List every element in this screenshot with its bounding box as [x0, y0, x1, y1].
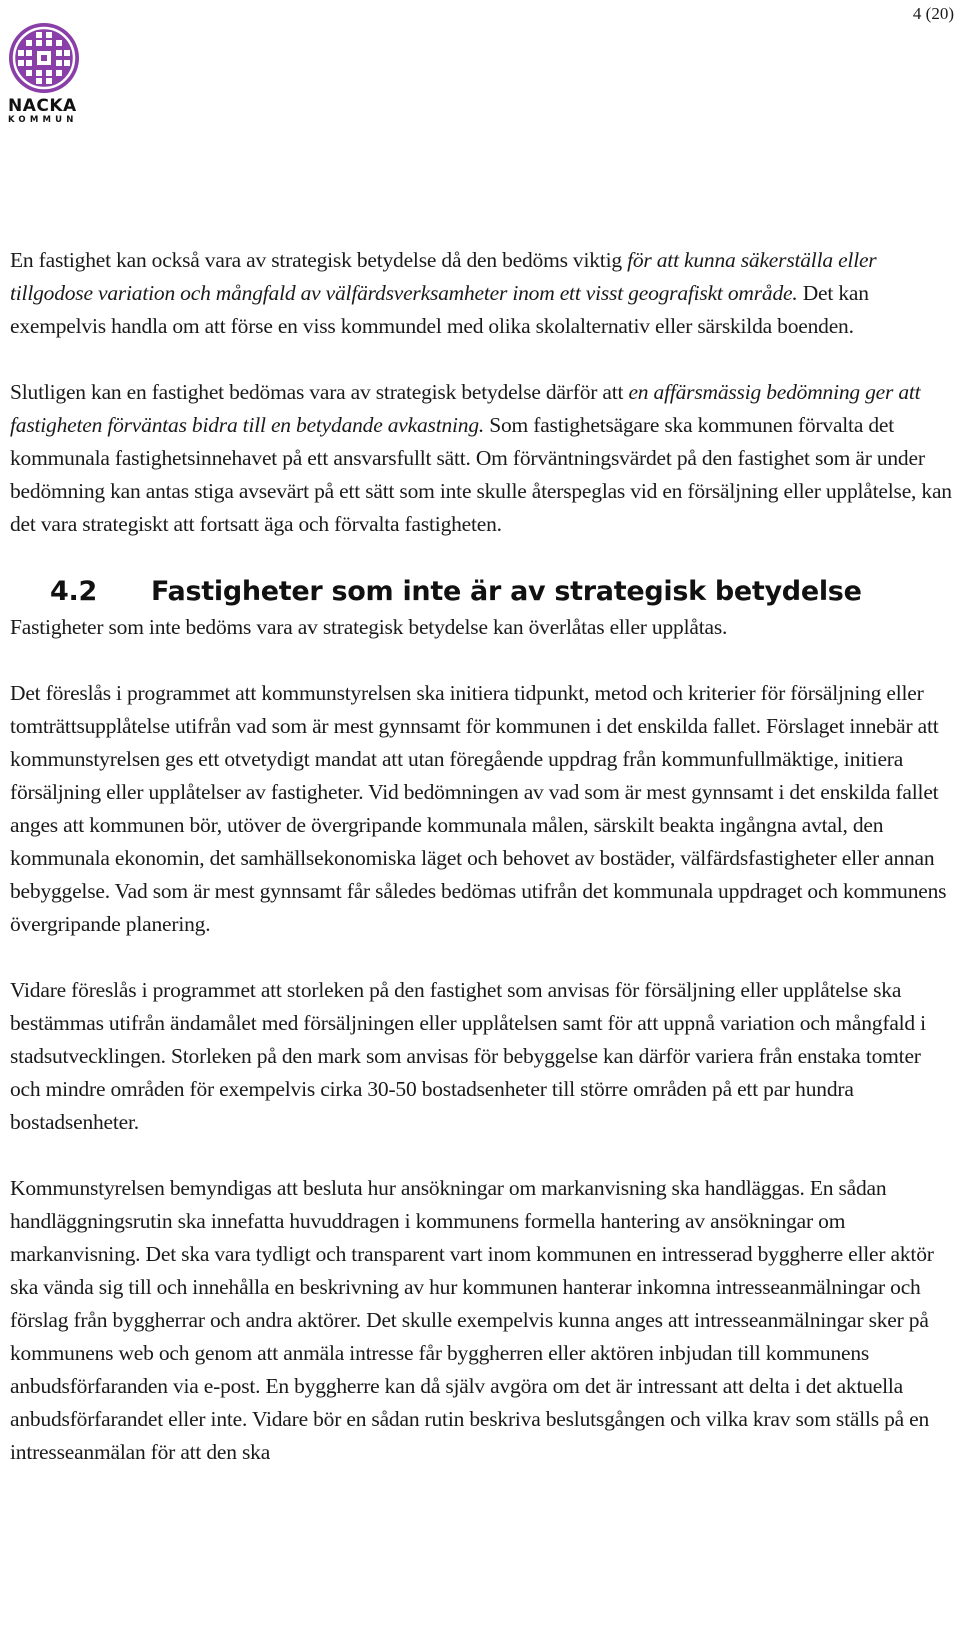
- section-number: 4.2: [50, 576, 97, 607]
- paragraph: Slutligen kan en fastighet bedömas vara av strategisk betydelse därför att en affärsmässig bedömning ger att fastigheten förväntas bidra till en betydande avkastning. Som fastighetsägare ska kommunen förvalta det kommunala fastighetsinnehavet på ett ansvarsfullt sätt. Om förväntningsvärdet på den fastighet som är under bedömning kan antas stiga avsevärt på ett sätt som inte skulle återspeglas vid en försäljning eller upplåtelse, kan det vara strategiskt att fortsatt äga och förvalta fastigheten.: [10, 380, 952, 536]
- paragraph: Kommunstyrelsen bemyndigas att besluta hur ansökningar om markanvisning ska handläggas. En sådan handläggningsrutin ska innefatta huvuddragen i kommunens formella hantering av ansökningar om markanvisning. Det ska vara tydligt och transparent vart inom kommunen en intresserad byggherre eller aktör ska vända sig till och innehålla en beskrivning av hur kommunen hanterar inkomna intresseanmälningar och förslag från byggherrar och andra aktörer. Det skulle exempelvis kunna anges att intresseanmälningar sker på kommunens web och genom att anmäla intresse får byggherren eller aktören inbjudan till kommunens anbudsförfaranden via e-post. En byggherre kan då själv avgöra om det är intressant att delta i det aktuella anbudsförfarandet eller inte. Vidare bör en sådan rutin beskriva beslutsgången och vilka krav som ställs på en intresseanmälan för att den ska: [10, 1176, 934, 1464]
- paragraph: Det föreslås i programmet att kommunstyrelsen ska initiera tidpunkt, metod och kriterier för försäljning eller tomträttsupplåtelse utifrån vad som är mest gynnsamt för kommunen i det enskilda fallet. Förslaget innebär att kommunstyrelsen ges ett otvetydigt mandat att utan föregående uppdrag från kommunfullmäktige, initiera försäljning eller upplåtelser av fastigheter. Vid bedömningen av vad som är mest gynnsamt i det enskilda fallet anges att kommunen bör, utöver de övergripande kommunala målen, särskilt beakta ingångna avtal, den kommunala ekonomin, det samhällsekonomiska läget och behovet av bostäder, välfärdsfastigheter eller annan bebyggelse. Vad som är mest gynnsamt får således bedömas utifrån det kommunala uppdraget och kommunens övergripande planering.: [10, 681, 947, 936]
- nacka-kommun-logo: [8, 22, 88, 125]
- paragraph: En fastighet kan också vara av strategisk betydelse då den bedöms viktig för att kunna säkerställa eller tillgodose variation och mångfald av välfärdsverksamheter inom ett visst geografiskt område. Det kan exempelvis handla om att förse en viss kommundel med olika skolalternativ eller särskilda boenden.: [10, 248, 877, 338]
- section-title: Fastigheter som inte är av strategisk betydelse: [151, 576, 862, 607]
- section-heading: [10, 573, 955, 611]
- document-body: [10, 244, 955, 1469]
- logo-subtitle: KOMMUN: [8, 115, 78, 125]
- nacka-emblem-icon: [8, 22, 80, 94]
- paragraph: Fastigheter som inte bedöms vara av strategisk betydelse kan överlåtas eller upplåtas.: [10, 615, 728, 639]
- page-number: 4 (20): [912, 4, 954, 23]
- paragraph: Vidare föreslås i programmet att storleken på den fastighet som anvisas för försäljning eller upplåtelse ska bestämmas utifrån ändamålet med försäljningen eller upplåtelsen samt för att uppnå variation och mångfald i stadsutvecklingen. Storleken på den mark som anvisas för bebyggelse kan därför variera från enstaka tomter och mindre områden för exempelvis cirka 30-50 bostadsenheter till större områden på ett par hundra bostadsenheter.: [10, 978, 926, 1134]
- logo-name: NACKA: [8, 96, 77, 116]
